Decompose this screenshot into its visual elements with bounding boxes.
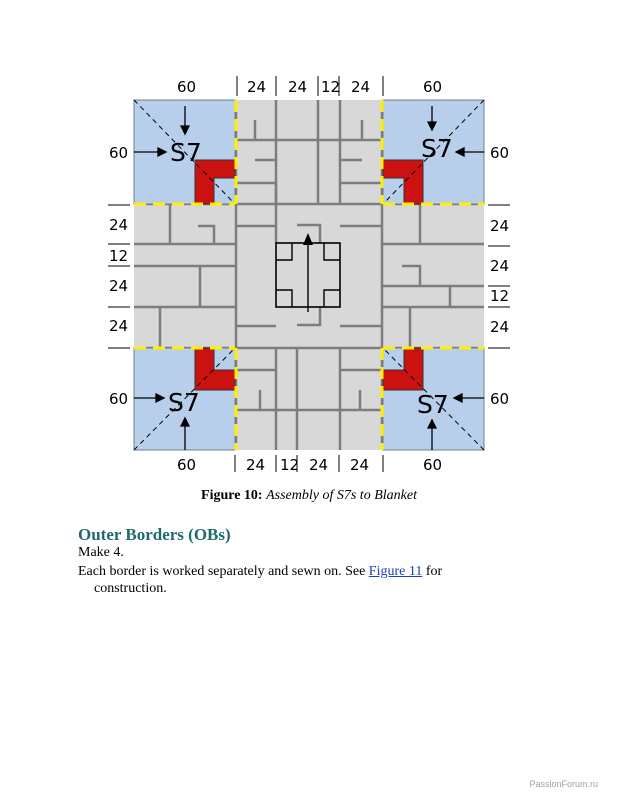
s7-label-top-left: S7 bbox=[170, 138, 202, 167]
section-heading: Outer Borders (OBs) bbox=[78, 525, 231, 544]
s7-label-bottom-left: S7 bbox=[168, 388, 200, 417]
figure-11-link[interactable]: Figure 11 bbox=[368, 564, 423, 579]
dim-left-3: 12 bbox=[109, 247, 129, 265]
dim-bottom-4: 24 bbox=[309, 456, 329, 474]
dim-top-4: 12 bbox=[321, 78, 341, 96]
figure-caption-text: Assembly of S7s to Blanket bbox=[266, 488, 417, 503]
dim-top-5: 24 bbox=[351, 78, 371, 96]
instructions-text-end: for bbox=[422, 564, 443, 579]
dim-bottom-6: 60 bbox=[423, 456, 443, 474]
instructions-text-continued: construction. bbox=[94, 581, 167, 596]
instructions-text-start: Each border is worked separately and sewn on. See bbox=[78, 564, 369, 579]
s7-label-top-right: S7 bbox=[421, 134, 453, 163]
dim-right-4: 12 bbox=[490, 287, 510, 305]
dim-right-6: 60 bbox=[490, 390, 510, 408]
dim-left-2: 24 bbox=[109, 216, 129, 234]
dim-right-2: 24 bbox=[490, 217, 510, 235]
dim-bottom-2: 24 bbox=[246, 456, 266, 474]
dim-bottom-1: 60 bbox=[177, 456, 197, 474]
dim-top-3: 24 bbox=[288, 78, 308, 96]
dim-left-6: 60 bbox=[109, 390, 129, 408]
dim-bottom-5: 24 bbox=[350, 456, 370, 474]
dim-left-5: 24 bbox=[109, 317, 129, 335]
dim-left-4: 24 bbox=[109, 277, 129, 295]
figure-caption-label: Figure 10: bbox=[201, 488, 263, 503]
dim-left-1: 60 bbox=[109, 144, 129, 162]
make-count-text: Make 4. bbox=[78, 545, 124, 560]
figure-caption bbox=[0, 488, 618, 504]
dim-right-5: 24 bbox=[490, 318, 510, 336]
s7-label-bottom-right: S7 bbox=[417, 390, 449, 419]
dim-bottom-3: 12 bbox=[280, 456, 300, 474]
dim-top-1: 60 bbox=[177, 78, 197, 96]
watermark: PassionForum.ru bbox=[529, 779, 598, 789]
dim-right-1: 60 bbox=[490, 144, 510, 162]
dim-top-2: 24 bbox=[247, 78, 267, 96]
dim-right-3: 24 bbox=[490, 257, 510, 275]
instructions-paragraph bbox=[78, 563, 540, 597]
dim-top-6: 60 bbox=[423, 78, 443, 96]
